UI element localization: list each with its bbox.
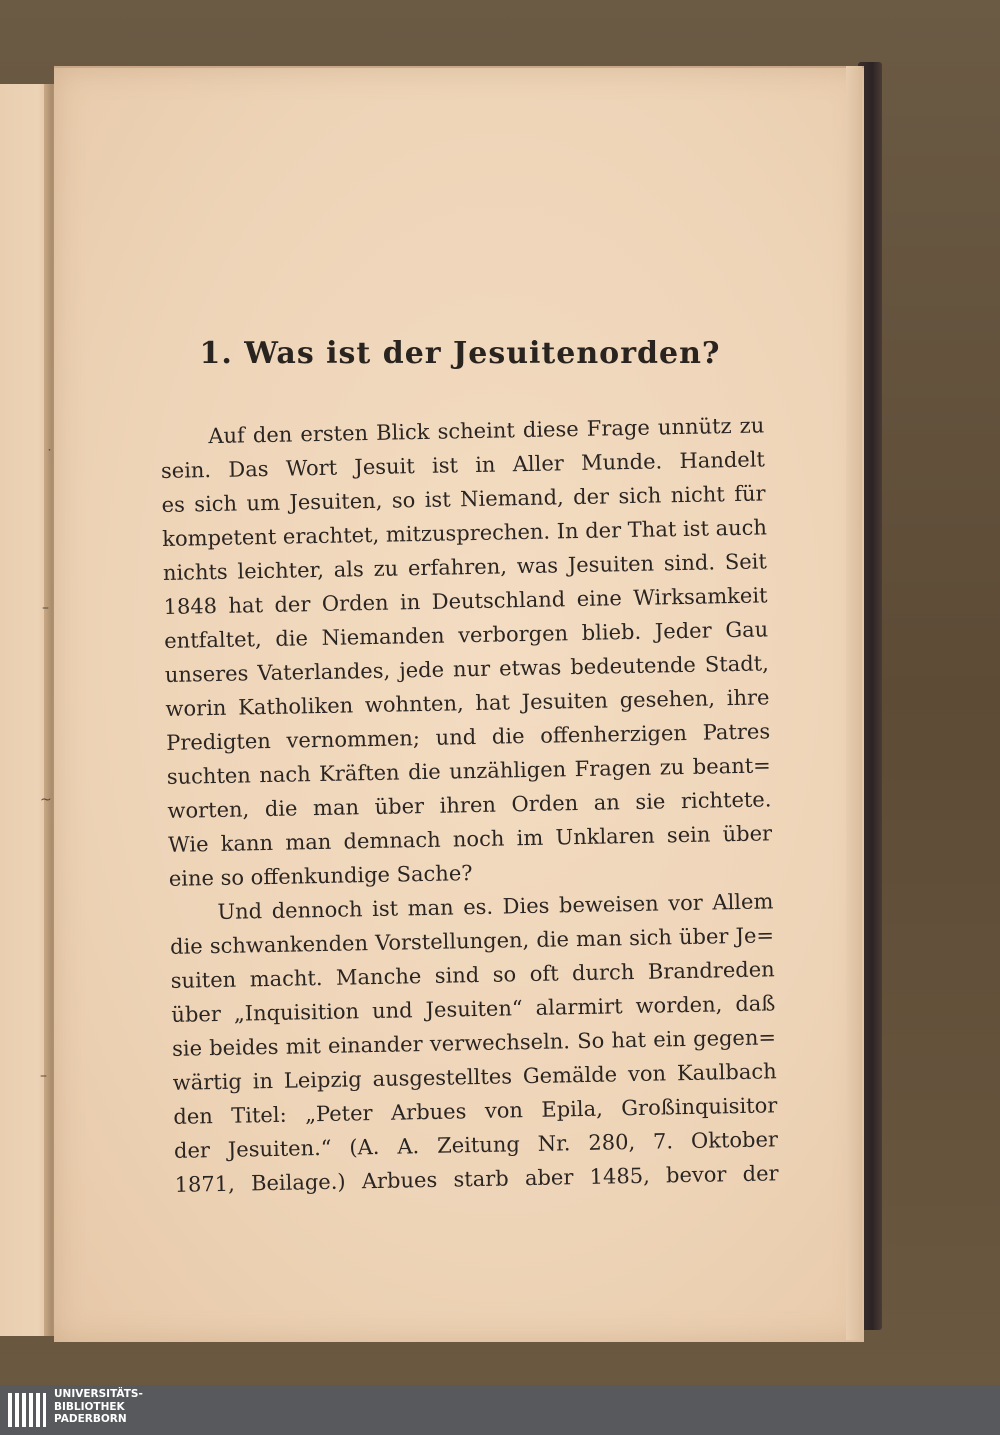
margin-mark: ˙ (46, 448, 53, 464)
text-line: entfaltet, die Niemanden verborgen blieb. Jeder Gau (164, 617, 769, 653)
text-line: 1848 hat der Orden in Deutschland eine Wirksamkeit (163, 583, 768, 619)
text-line: worten, die man über ihren Orden an sie richtete. (167, 787, 772, 823)
text-line: sein. Das Wort Jesuit ist in Aller Munde. Handelt (160, 447, 766, 483)
margin-mark: – (42, 600, 49, 616)
text-line: 1871, Beilage.) Arbues starb aber 1485, bevor der (174, 1161, 779, 1197)
page-right-edge (846, 66, 862, 1340)
text-line: suiten macht. Manche sind so oft durch Brandreden (170, 957, 775, 993)
text-line: nichts leichter, als zu erfahren, was Jesuiten sind. Seit (162, 549, 768, 585)
text-line: Wie kann man demnach noch im Unklaren sein über (167, 821, 773, 857)
text-line: die schwankenden Vorstellungen, die man sich über Je= (169, 923, 775, 959)
library-footer (0, 1385, 1000, 1435)
text-line: wärtig in Leipzig ausgestelltes Gemälde von Kaulbach (172, 1059, 777, 1095)
text-line: der Jesuiten.“ (A. A. Zeitung Nr. 280, 7. Oktober (173, 1127, 779, 1163)
text-line: den Titel: „Peter Arbues von Epila, Großinquisitor (173, 1093, 778, 1129)
text-line: Predigten vernommen; und die offenherzigen Patres (165, 719, 771, 755)
chapter-heading: 1. Was ist der Jesuitenorden? (199, 336, 721, 371)
text-line: suchten nach Kräften die unzähligen Fragen zu beant= (166, 753, 771, 789)
body-text (160, 408, 779, 1201)
text-line: Und dennoch ist man es. Dies beweisen vor Allem (217, 889, 774, 924)
library-name-line2: BIBLIOTHEK (54, 1400, 125, 1413)
library-name-line3: PADERBORN (54, 1413, 127, 1425)
text-line: Auf den ersten Blick scheint diese Frage unnütz zu (208, 413, 765, 449)
text-line: kompetent erachtet, mitzusprechen. In der That ist auch (162, 515, 768, 551)
margin-mark: ~ (40, 792, 52, 808)
text-line: über „Inquisition und Jesuiten“ alarmirt worden, daß (171, 991, 776, 1027)
paragraphs (160, 408, 779, 1201)
text-line: sie beides mit einander verwechseln. So hat ein gegen= (171, 1025, 777, 1061)
text-line: es sich um Jesuiten, so ist Niemand, der sich nicht für (161, 481, 766, 517)
text-line: unseres Vaterlandes, jede nur etwas bedeutende Stadt, (164, 651, 770, 687)
text-line: worin Katholiken wohnten, hat Jesuiten gesehen, ihre (165, 685, 770, 721)
library-name-line1: UNIVERSITÄTS- (54, 1388, 143, 1400)
library-name (54, 1388, 143, 1426)
text-line: eine so offenkundige Sache? (168, 861, 473, 891)
margin-mark: – (40, 1068, 47, 1084)
library-logo-icon (6, 1389, 48, 1431)
